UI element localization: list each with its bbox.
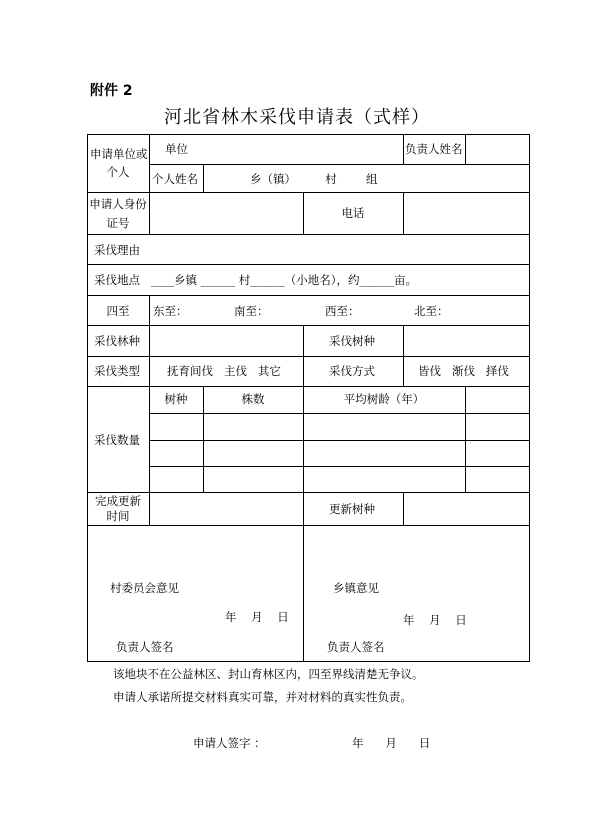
- address-template: 乡（镇） 村 组: [250, 172, 378, 186]
- col-divider: [303, 325, 304, 386]
- id-number-label: 申请人身份: [89, 197, 147, 211]
- village-committee-opinion: 村委员会意见: [110, 581, 179, 595]
- applicant-label-2: 个人: [106, 165, 130, 179]
- row-divider: [87, 356, 530, 357]
- applicant-signature-date: 年 月 日: [352, 736, 431, 750]
- harvest-type-options: 抚育间伐 主伐 其它: [167, 364, 281, 378]
- reason-label: 采伐理由: [94, 243, 140, 257]
- id-number-label-2: 证号: [106, 216, 130, 230]
- row-divider: [87, 295, 530, 296]
- row-divider: [87, 234, 530, 235]
- col-divider: [403, 325, 404, 386]
- row-divider: [149, 466, 530, 467]
- boundary-label: 四至: [106, 304, 130, 318]
- township-principal-signature: 负责人签名: [327, 640, 385, 654]
- note-boundary: 该地块不在公益林区、封山育林区内，四至界线清楚无争议。: [113, 667, 424, 681]
- form-border-right: [529, 134, 530, 662]
- form-border-left: [87, 134, 88, 662]
- applicant-signature-label: 申请人签字 ：: [193, 736, 266, 750]
- south-boundary-label: 南至：: [234, 304, 269, 318]
- col-divider: [303, 525, 304, 662]
- col-divider: [403, 192, 404, 234]
- col-divider: [403, 134, 404, 164]
- location-label: 采伐地点: [94, 273, 140, 287]
- phone-label: 电话: [341, 206, 365, 220]
- row-divider: [87, 325, 530, 326]
- harvest-type-label: 采伐类型: [94, 364, 140, 378]
- west-boundary-label: 西至：: [325, 304, 360, 318]
- row-divider: [87, 386, 530, 387]
- unit-label: 单位: [165, 142, 188, 156]
- harvest-method-label: 采伐方式: [329, 364, 375, 378]
- east-boundary-label: 东至：: [153, 304, 188, 318]
- count-column-header: 株数: [241, 392, 265, 406]
- col-divider: [203, 164, 204, 192]
- village-principal-signature: 负责人签名: [116, 640, 174, 654]
- north-boundary-label: 北至：: [414, 304, 449, 318]
- form-border-bottom: [87, 661, 530, 662]
- col-divider: [465, 134, 466, 164]
- row-divider: [87, 525, 530, 526]
- note-commitment: 申请人承诺所提交材料真实可靠，并对材料的真实性负责。: [113, 690, 412, 704]
- col-divider: [149, 295, 150, 525]
- quantity-label: 采伐数量: [94, 433, 140, 447]
- tree-species-label: 采伐树种: [329, 334, 375, 348]
- village-date: 年 月 日: [225, 610, 289, 624]
- township-opinion: 乡镇意见: [333, 581, 379, 595]
- row-divider: [149, 413, 530, 414]
- form-border-top: [87, 134, 530, 135]
- col-divider: [303, 492, 304, 525]
- age-column-header: 平均树龄（年）: [343, 392, 425, 406]
- completion-time-label: 完成更新: [95, 494, 141, 508]
- location-template: ____乡镇 ______ 村______（小地名），约______亩。: [151, 273, 418, 287]
- completion-time-label-2: 时间: [106, 509, 130, 523]
- person-name-label: 个人姓名: [152, 172, 198, 186]
- principal-name-label: 负责人姓名: [405, 142, 463, 156]
- forest-type-label: 采伐林种: [94, 334, 140, 348]
- col-divider: [149, 134, 150, 234]
- applicant-label: 申请单位或: [90, 147, 148, 161]
- col-divider: [465, 386, 466, 492]
- row-divider: [87, 492, 530, 493]
- row-divider: [87, 264, 530, 265]
- row-divider: [87, 192, 530, 193]
- harvest-method-options: 皆伐 渐伐 择伐: [418, 364, 509, 378]
- township-date: 年 月 日: [403, 613, 467, 627]
- application-form: [87, 134, 530, 662]
- row-divider: [149, 164, 530, 165]
- species-column-header: 树种: [164, 392, 188, 406]
- page-title: 河北省林木采伐申请表（式样）: [164, 107, 430, 128]
- col-divider: [403, 492, 404, 525]
- row-divider: [149, 440, 530, 441]
- renewal-species-label: 更新树种: [329, 502, 375, 516]
- attachment-number: 附件 2: [90, 83, 133, 99]
